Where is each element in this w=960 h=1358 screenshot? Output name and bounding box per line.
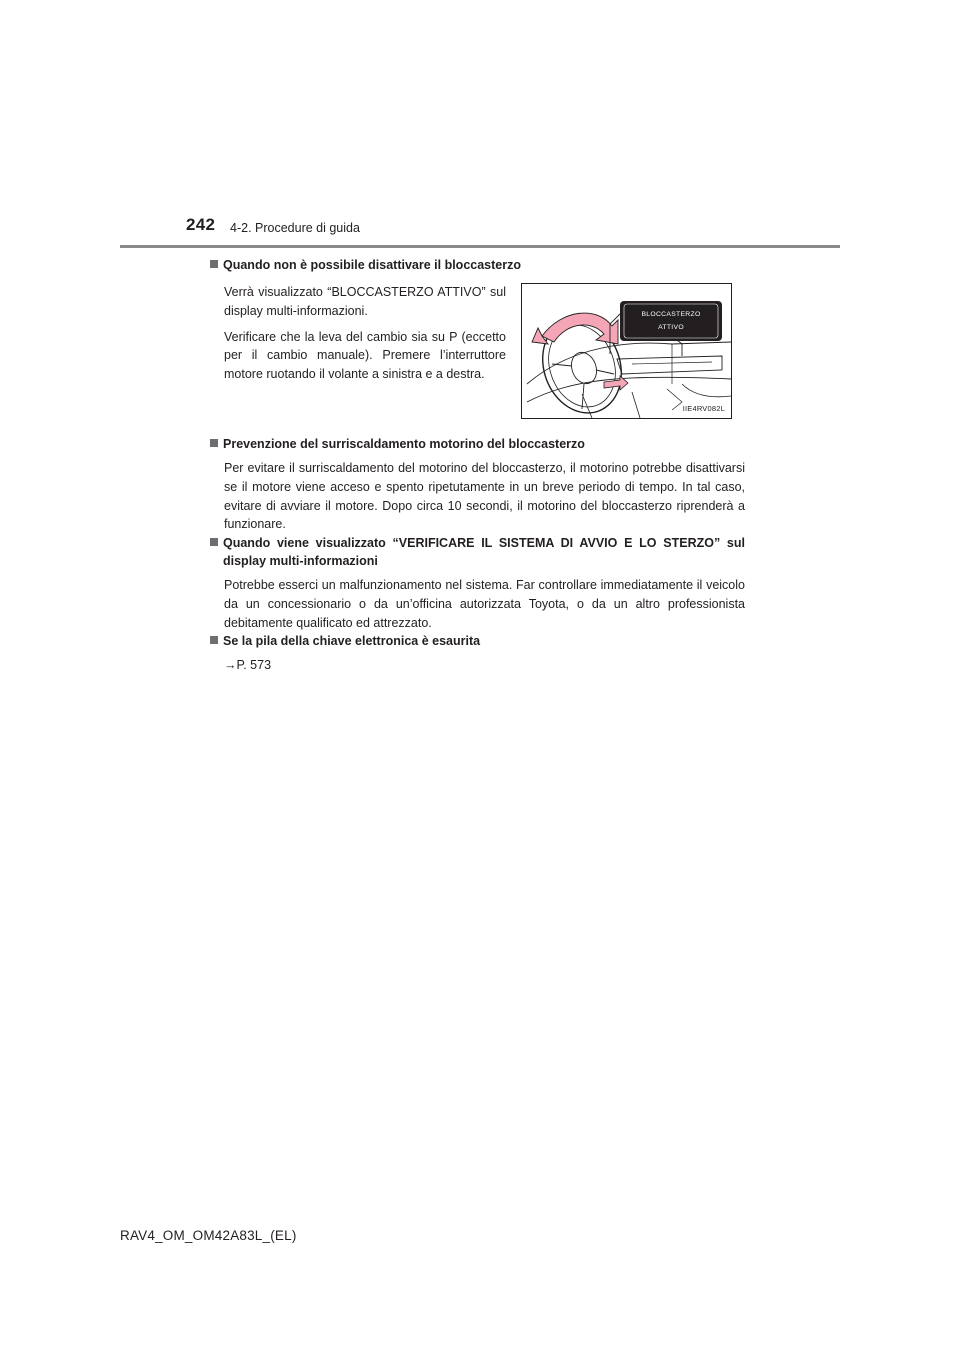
paragraph: Verrà visualizzato “BLOCCASTERZO ATTIVO” sul display multi-informazioni. — [224, 285, 506, 318]
square-bullet-icon — [210, 439, 218, 447]
display-text-line1: BLOCCASTERZO — [641, 311, 701, 318]
chapter-title: 4-2. Procedure di guida — [230, 221, 360, 235]
page-reference-link[interactable]: →P. 573 — [224, 658, 272, 672]
document-code: RAV4_OM_OM42A83L_(EL) — [120, 1228, 297, 1243]
page-number: 242 — [186, 215, 216, 234]
paragraph: Per evitare il surriscaldamento del motorino del bloccasterzo, il motorino potrebbe disattivarsi se il motore viene acceso e spento ripetutamente in un breve periodo di tempo. In tal caso, evitare di avviare il motore. Dopo circa 10 secondi, il motorino del bloccasterzo riprenderà a funzionare. — [224, 461, 745, 532]
section-heading-text: Se la pila della chiave elettronica è esaurita — [223, 634, 481, 648]
section-check-start-system — [210, 534, 745, 639]
section-heading — [210, 534, 745, 570]
section-overheating-prevention — [210, 435, 745, 541]
square-bullet-icon — [210, 538, 218, 546]
section-key-battery-depleted — [210, 632, 745, 682]
steering-lock-illustration — [521, 283, 732, 419]
section-heading-text: Quando non è possibile disattivare il bloccasterzo — [223, 258, 521, 272]
section-heading — [210, 632, 745, 650]
section-heading-text: Quando viene visualizzato “VERIFICARE IL SISTEMA DI AVVIO E LO STERZO” sul display multi-informazioni — [223, 536, 745, 568]
square-bullet-icon — [210, 260, 218, 268]
figure-code: IIE4RV082L — [682, 404, 725, 413]
section-heading — [210, 435, 745, 453]
section-body — [224, 459, 745, 534]
section-body — [224, 576, 745, 632]
paragraph: Potrebbe esserci un malfunzionamento nel sistema. Far controllare immediatamente il veicolo da un concessionario o da un’officina autorizzata Toyota, o da un altro professionista debitamente qualificato ed attrezzato. — [224, 578, 745, 630]
section-body — [224, 656, 745, 675]
display-text-line2: ATTIVO — [658, 324, 684, 331]
section-heading — [210, 256, 745, 274]
dashboard-steering-wheel-icon — [522, 284, 731, 418]
paragraph: Verificare che la leva del cambio sia su P (eccetto per il cambio manuale). Premere l’interruttore motore ruotando il volante a sinistra e a destra. — [224, 329, 506, 382]
section-heading-text: Prevenzione del surriscaldamento motorino del bloccasterzo — [223, 437, 585, 451]
square-bullet-icon — [210, 636, 218, 644]
section-body — [224, 283, 506, 384]
header-rule — [120, 245, 840, 248]
